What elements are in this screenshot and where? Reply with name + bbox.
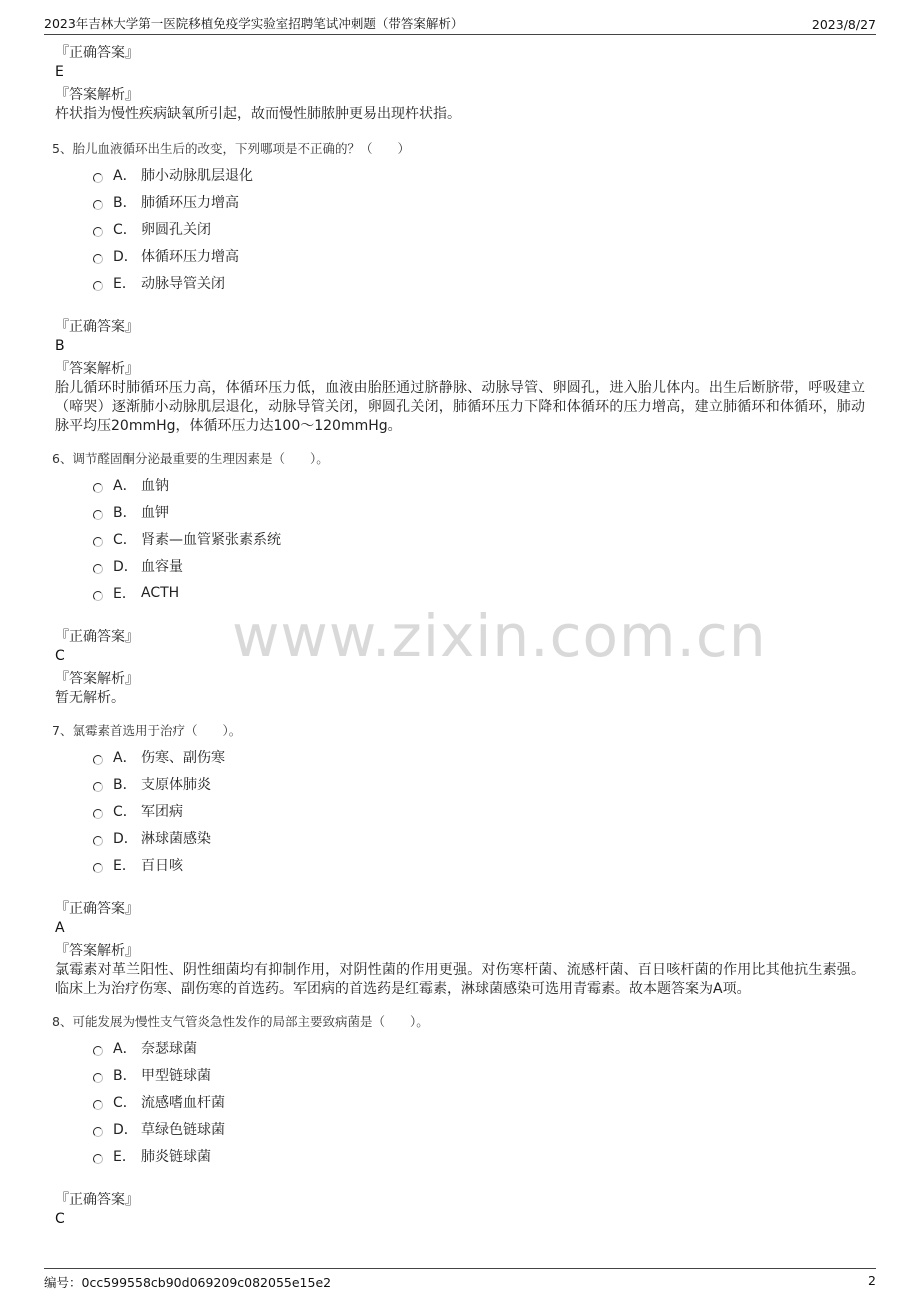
option-a[interactable] <box>55 161 865 188</box>
option-text: 军团病 <box>141 803 183 820</box>
radio-icon[interactable] <box>93 227 103 237</box>
option-text: 血容量 <box>141 558 183 575</box>
analysis-text: 暂无解析。 <box>55 690 125 706</box>
page-header <box>44 10 876 35</box>
correct-answer-label: 『正确答案』 <box>55 1192 139 1208</box>
option-letter: B． <box>113 504 137 521</box>
page-footer <box>44 1268 876 1291</box>
option-letter: E． <box>113 857 136 874</box>
option-text: 肺循环压力增高 <box>141 194 239 211</box>
radio-icon[interactable] <box>93 254 103 264</box>
option-e[interactable] <box>55 1142 865 1169</box>
option-list <box>55 743 865 878</box>
option-letter: E． <box>113 585 136 602</box>
option-letter: B． <box>113 194 137 211</box>
option-text: ACTH <box>141 584 180 601</box>
option-b[interactable] <box>55 770 865 797</box>
document-date: 2023/8/27 <box>811 17 876 32</box>
option-d[interactable] <box>55 242 865 269</box>
radio-icon[interactable] <box>93 537 103 547</box>
option-letter: C． <box>113 221 137 238</box>
q4-answer-block <box>55 44 865 124</box>
radio-icon[interactable] <box>93 863 103 873</box>
analysis-label: 『答案解析』 <box>55 943 139 959</box>
option-d[interactable] <box>55 824 865 851</box>
option-letter: E． <box>113 1148 136 1165</box>
option-e[interactable] <box>55 269 865 296</box>
question-7 <box>52 722 865 999</box>
radio-icon[interactable] <box>93 1046 103 1056</box>
correct-answer-value: B <box>55 338 65 354</box>
option-letter: D． <box>113 830 138 847</box>
option-letter: B． <box>113 1067 137 1084</box>
option-c[interactable] <box>55 797 865 824</box>
option-letter: A． <box>113 1040 137 1057</box>
option-letter: D． <box>113 558 138 575</box>
radio-icon[interactable] <box>93 1073 103 1083</box>
option-text: 体循环压力增高 <box>141 248 239 265</box>
option-text: 流感嗜血杆菌 <box>141 1094 225 1111</box>
correct-answer-label: 『正确答案』 <box>55 319 139 335</box>
option-list <box>55 1034 865 1169</box>
option-letter: A． <box>113 477 137 494</box>
option-letter: A． <box>113 749 137 766</box>
radio-icon[interactable] <box>93 281 103 291</box>
question-stem: 6、调节醛固酮分泌最重要的生理因素是（ ）。 <box>52 451 329 466</box>
analysis-label: 『答案解析』 <box>55 671 139 687</box>
correct-answer-label: 『正确答案』 <box>55 901 139 917</box>
option-c[interactable] <box>55 215 865 242</box>
option-a[interactable] <box>55 471 865 498</box>
option-text: 百日咳 <box>141 857 183 874</box>
radio-icon[interactable] <box>93 591 103 601</box>
radio-icon[interactable] <box>93 782 103 792</box>
question-stem: 7、氯霉素首选用于治疗（ ）。 <box>52 723 242 738</box>
radio-icon[interactable] <box>93 1154 103 1164</box>
option-text: 淋球菌感染 <box>141 830 211 847</box>
analysis-text: 氯霉素对革兰阳性、阴性细菌均有抑制作用，对阴性菌的作用更强。对伤寒杆菌、流感杆菌、百日咳杆菌的作用比其他抗生素强。临床上为治疗伤寒、副伤寒的首选药。军团病的首选药是红霉素，淋球菌感染可选用青霉素。故本题答案为A项。 <box>55 962 865 997</box>
option-list <box>55 161 865 296</box>
correct-answer-value: E <box>55 64 64 80</box>
radio-icon[interactable] <box>93 483 103 493</box>
option-b[interactable] <box>55 498 865 525</box>
analysis-label: 『答案解析』 <box>55 87 139 103</box>
option-d[interactable] <box>55 1115 865 1142</box>
option-e[interactable] <box>55 579 865 606</box>
question-6 <box>52 450 865 708</box>
option-text: 甲型链球菌 <box>141 1067 211 1084</box>
option-letter: D． <box>113 248 138 265</box>
radio-icon[interactable] <box>93 1100 103 1110</box>
option-b[interactable] <box>55 1061 865 1088</box>
radio-icon[interactable] <box>93 809 103 819</box>
option-letter: C． <box>113 1094 137 1111</box>
option-letter: C． <box>113 531 137 548</box>
document-title: 2023年吉林大学第一医院移植免疫学实验室招聘笔试冲刺题（带答案解析） <box>44 16 464 31</box>
correct-answer-label: 『正确答案』 <box>55 45 139 61</box>
correct-answer-value: A <box>55 920 65 936</box>
option-text: 伤寒、副伤寒 <box>141 749 225 766</box>
option-text: 肺炎链球菌 <box>141 1148 211 1165</box>
option-letter: D． <box>113 1121 138 1138</box>
radio-icon[interactable] <box>93 200 103 210</box>
radio-icon[interactable] <box>93 836 103 846</box>
correct-answer-value: C <box>55 648 65 664</box>
option-text: 肾素—血管紧张素系统 <box>141 531 281 548</box>
option-list <box>55 471 865 606</box>
option-b[interactable] <box>55 188 865 215</box>
correct-answer-value: C <box>55 1211 65 1227</box>
option-text: 卵圆孔关闭 <box>141 221 211 238</box>
option-text: 动脉导管关闭 <box>141 275 225 292</box>
option-text: 支原体肺炎 <box>141 776 211 793</box>
option-text: 血钾 <box>141 504 169 521</box>
analysis-text: 杵状指为慢性疾病缺氧所引起，故而慢性肺脓肿更易出现杵状指。 <box>55 106 461 122</box>
option-a[interactable] <box>55 743 865 770</box>
document-body <box>52 44 865 1229</box>
option-c[interactable] <box>55 1088 865 1115</box>
radio-icon[interactable] <box>93 510 103 520</box>
option-letter: E． <box>113 275 136 292</box>
radio-icon[interactable] <box>93 1127 103 1137</box>
document-code: 编号：0cc599558cb90d069209c082055e15e2 <box>44 1275 332 1290</box>
option-letter: A． <box>113 167 137 184</box>
option-letter: C． <box>113 803 137 820</box>
radio-icon[interactable] <box>93 564 103 574</box>
question-8 <box>52 1013 865 1229</box>
option-letter: B． <box>113 776 137 793</box>
question-stem: 5、胎儿血液循环出生后的改变，下列哪项是不正确的？（ ） <box>52 141 410 156</box>
radio-icon[interactable] <box>93 755 103 765</box>
question-5 <box>52 140 865 436</box>
analysis-text: 胎儿循环时肺循环压力高，体循环压力低，血液由胎胚通过脐静脉、动脉导管、卵圆孔，进入胎儿体内。出生后断脐带，呼吸建立（啼哭）逐渐肺小动脉肌层退化，动脉导管关闭，卵圆孔关闭，肺循环压力下降和体循环的压力增高，建立肺循环和体循环，肺动脉平均压20mmHg，体循环压力达100～120mmHg。 <box>55 380 865 434</box>
correct-answer-label: 『正确答案』 <box>55 629 139 645</box>
option-d[interactable] <box>55 552 865 579</box>
option-a[interactable] <box>55 1034 865 1061</box>
option-e[interactable] <box>55 851 865 878</box>
option-text: 草绿色链球菌 <box>141 1121 225 1138</box>
radio-icon[interactable] <box>93 173 103 183</box>
analysis-label: 『答案解析』 <box>55 361 139 377</box>
option-text: 奈瑟球菌 <box>141 1040 197 1057</box>
question-stem: 8、可能发展为慢性支气管炎急性发作的局部主要致病菌是（ ）。 <box>52 1014 429 1029</box>
watermark: www.zixin.com.cn <box>232 602 767 670</box>
option-text: 肺小动脉肌层退化 <box>141 167 253 184</box>
option-c[interactable] <box>55 525 865 552</box>
option-text: 血钠 <box>141 477 169 494</box>
page-number: 2 <box>868 1273 876 1288</box>
